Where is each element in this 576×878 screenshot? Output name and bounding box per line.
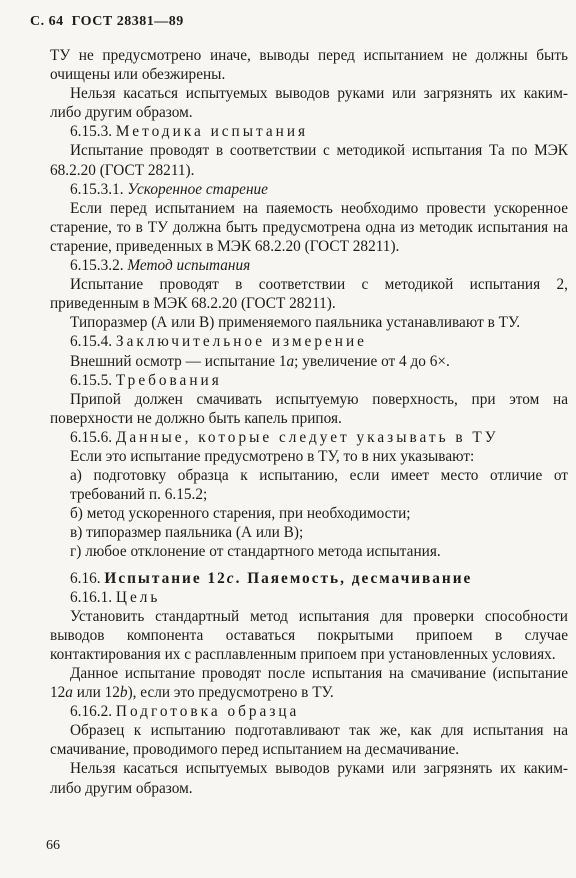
paragraph: Припой должен смачивать испытуемую поверхность, при этом на поверхности не должно быть капель припоя. bbox=[50, 390, 568, 427]
section-title bbox=[104, 570, 472, 587]
page-label: С. 64 bbox=[30, 14, 64, 29]
standard-code: ГОСТ 28381—89 bbox=[71, 14, 184, 29]
paragraph: Испытание проводят в соответствии с методикой испытания Та по МЭК 68.2.20 (ГОСТ 28211). bbox=[50, 142, 568, 179]
text-run-italic: b bbox=[119, 684, 128, 702]
paragraph: Типоразмер (А или В) применяемого паяльника устанавливают в ТУ. bbox=[70, 314, 521, 332]
section-heading-6-15-3-2 bbox=[50, 256, 568, 275]
text-run-italic: а bbox=[286, 352, 295, 370]
text-run: . Паяемость, десмачивание bbox=[235, 569, 473, 587]
section-title: Заключительное измерение bbox=[115, 333, 367, 351]
paragraph: Нельзя касаться испытуемых выводов руками или загрязнять их каким-либо другим образом. bbox=[50, 760, 568, 797]
paragraph: Установить стандартный метод испытания для проверки способности выводов компонента оставаться покрытыми припоем в случае контактирования их с расплавленным припоем при установленных условиях. bbox=[50, 607, 568, 663]
section-heading-6-15-6 bbox=[50, 428, 568, 447]
section-number: 6.16.1. bbox=[70, 588, 113, 606]
section-title: Методика испытания bbox=[115, 123, 309, 141]
section-title: Метод испытания bbox=[127, 257, 251, 275]
page-number: 66 bbox=[46, 838, 60, 853]
text-run: ), если это предусмотрено в ТУ. bbox=[127, 684, 334, 702]
paragraph: Образец к испытанию подготавливают так же, как для испытания на смачивание, проводимого перед испытанием на десмачивание. bbox=[50, 722, 568, 759]
section-number: 6.15.3.1. bbox=[70, 180, 124, 198]
section-number: 6.16.2. bbox=[70, 703, 113, 721]
paragraph: Испытание проводят в соответствии с методикой испытания 2, приведенным в МЭК 68.2.20 (ГОСТ 28211). bbox=[50, 276, 568, 313]
list-item: а) подготовку образца к испытанию, если имеет место отличие от требований п. 6.15.2; bbox=[70, 467, 568, 504]
section-heading-6-15-5 bbox=[50, 371, 568, 390]
text-run: Испытание 12 bbox=[104, 569, 227, 587]
list-item: в) типоразмер паяльника (А или В); bbox=[70, 524, 304, 542]
section-title: Подготовка образца bbox=[115, 703, 300, 721]
list-item: г) любое отклонение от стандартного метода испытания. bbox=[70, 543, 441, 561]
section-number: 6.15.3. bbox=[70, 123, 113, 141]
section-number: 6.16. bbox=[70, 569, 101, 587]
section-number: 6.15.3.2. bbox=[70, 257, 124, 275]
text-run-italic: а bbox=[65, 684, 73, 702]
section-heading-6-15-4 bbox=[50, 332, 568, 351]
paragraph: Если перед испытанием на паяемость необходимо провести ускоренное старение, то в ТУ должна быть предусмотрена одна из методик испытания на старение, приведенных в МЭК 68.2.20 (ГОСТ 28211). bbox=[50, 199, 568, 255]
paragraph: ТУ не предусмотрено иначе, выводы перед испытанием не должны быть очищены или обезжирены. bbox=[50, 47, 568, 84]
text-run: Внешний осмотр — испытание 1 bbox=[70, 352, 287, 370]
text-run: Данное испытание проводят после испытания на смачивание (испытание 12 bbox=[50, 665, 568, 702]
text-run-italic: с bbox=[226, 569, 236, 587]
paragraph: Если это испытание предусмотрено в ТУ, то в них указывают: bbox=[70, 447, 475, 465]
section-number: 6.15.6. bbox=[70, 428, 113, 446]
text-run: или 12 bbox=[72, 684, 120, 702]
section-heading-6-15-3 bbox=[50, 122, 568, 141]
paragraph bbox=[50, 664, 568, 702]
list-item: б) метод ускоренного старения, при необходимости; bbox=[70, 505, 411, 523]
section-heading-6-16 bbox=[50, 569, 568, 588]
section-heading-6-15-3-1 bbox=[50, 180, 568, 199]
section-title: Цель bbox=[115, 588, 161, 606]
section-title: Ускоренное старение bbox=[127, 180, 268, 198]
page-header bbox=[30, 14, 184, 30]
text-run: ; увеличение от 4 до 6×. bbox=[294, 352, 450, 370]
paragraph: Нельзя касаться испытуемых выводов руками или загрязнять их каким-либо другим образом. bbox=[50, 85, 568, 122]
section-number: 6.15.5. bbox=[70, 371, 113, 389]
section-title: Данные, которые следует указывать в ТУ bbox=[115, 428, 499, 446]
section-title: Требования bbox=[115, 371, 222, 389]
section-heading-6-16-1 bbox=[50, 588, 568, 607]
document-body bbox=[50, 46, 568, 798]
section-number: 6.15.4. bbox=[70, 333, 113, 351]
paragraph bbox=[50, 352, 568, 371]
section-heading-6-16-2 bbox=[50, 702, 568, 721]
